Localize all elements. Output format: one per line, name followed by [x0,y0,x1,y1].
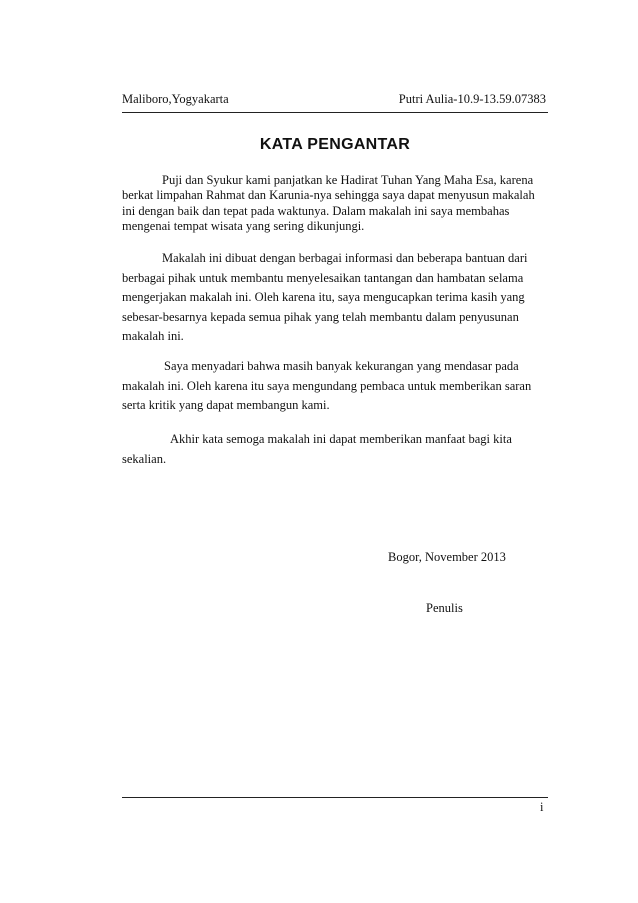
header-location: Maliboro,Yogyakarta [122,92,229,106]
page-number: i [540,800,544,814]
paragraph-line: Akhir kata semoga makalah ini dapat memberikan manfaat bagi kita [170,432,512,446]
paragraph-line: berbagai pihak untuk membantu menyelesaikan tantangan dan hambatan selama [122,270,524,285]
paragraph-line: mengenai tempat wisata yang sering dikunjungi. [122,218,365,233]
paragraph-line: sekalian. [122,451,167,466]
paragraph-line: berkat limpahan Rahmat dan Karunia-nya sehingga saya dapat menyusun makalah [122,188,535,203]
paragraph-line: Saya menyadari bahwa masih banyak kekurangan yang mendasar pada [164,359,519,373]
paragraph-line: Makalah ini dibuat dengan berbagai informasi dan beberapa bantuan dari [162,251,528,265]
paragraph-2 [122,249,550,347]
header-author-id: Putri Aulia-10.9-13.59.07383 [398,92,546,106]
paragraph-line: makalah ini. Oleh karena itu saya mengundang pembaca untuk memberikan saran [122,378,532,393]
page-title: KATA PENGANTAR [259,136,411,153]
paragraph-line: Puji dan Syukur kami panjatkan ke Hadirat Tuhan Yang Maha Esa, karena [162,173,534,187]
paragraph-line: serta kritik yang dapat membangun kami. [122,398,330,413]
paragraph-4 [122,430,550,469]
place-date: Bogor, November 2013 [388,550,506,564]
footer-divider [122,797,548,798]
paragraph-1 [122,173,550,234]
paragraph-line: makalah ini. [122,329,184,344]
paragraph-line: mengerjakan makalah ini. Oleh karena itu, saya mengucapkan terima kasih yang [122,290,525,305]
paragraph-3 [122,357,550,416]
paragraph-line: sebesar-besarnya kepada semua pihak yang telah membantu dalam penyusunan [122,309,519,324]
author-signature: Penulis [426,601,463,615]
page-header [122,90,548,113]
paragraph-line: ini dengan baik dan tepat pada waktunya. Dalam makalah ini saya membahas [122,203,510,218]
